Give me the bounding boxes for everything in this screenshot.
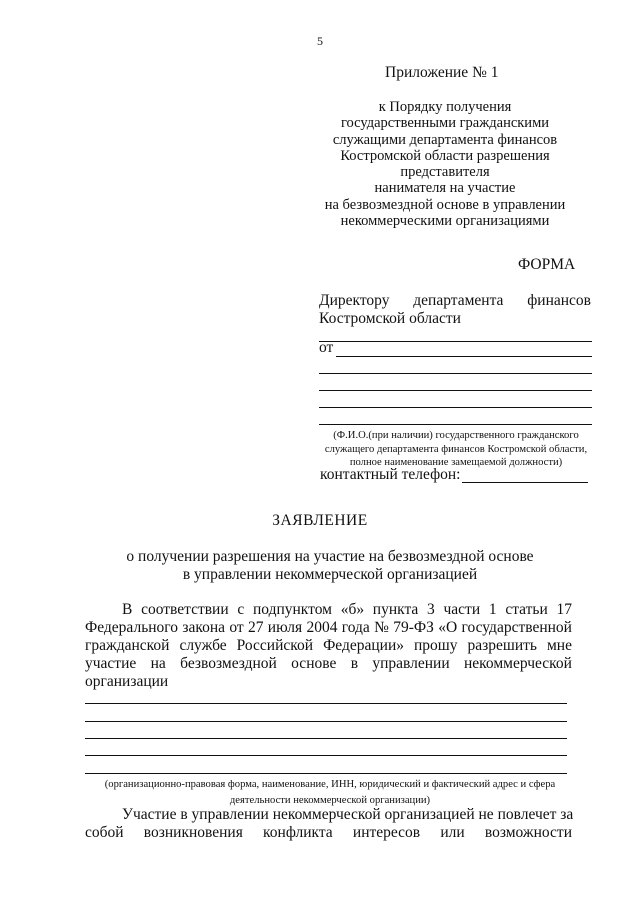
word: некоммерческой bbox=[464, 655, 572, 672]
word: 17 bbox=[556, 601, 572, 618]
word: участие bbox=[85, 655, 137, 672]
word: или bbox=[440, 824, 465, 841]
word: части bbox=[443, 601, 481, 618]
word: Федерального bbox=[85, 619, 179, 636]
word: основе bbox=[291, 655, 337, 672]
word: «О bbox=[438, 619, 458, 636]
word: июля bbox=[267, 619, 303, 636]
appendix-title: Приложение № 1 bbox=[385, 64, 499, 81]
addressee-word: финансов bbox=[527, 292, 591, 309]
subtitle-line: о получении разрешения на участие на безвозмездной основе bbox=[126, 548, 534, 565]
paragraph-line: организации bbox=[85, 673, 169, 690]
organization-field[interactable] bbox=[85, 721, 567, 722]
addressee-word: Директору bbox=[319, 292, 390, 309]
form-label: ФОРМА bbox=[518, 256, 576, 273]
word: закона bbox=[182, 619, 226, 636]
phone-field[interactable] bbox=[462, 482, 588, 483]
addressee-line bbox=[319, 292, 591, 310]
word: соответствии bbox=[141, 601, 229, 618]
word: пункта bbox=[372, 601, 419, 618]
organization-field[interactable] bbox=[85, 773, 567, 774]
word: возможности bbox=[484, 824, 572, 841]
applicant-name-field[interactable] bbox=[319, 341, 592, 342]
paragraph-line bbox=[85, 824, 572, 842]
word: прошу bbox=[414, 637, 458, 654]
word: 27 bbox=[247, 619, 264, 636]
word: в bbox=[350, 655, 359, 672]
word: подпунктом bbox=[252, 601, 332, 618]
applicant-name-field[interactable] bbox=[319, 424, 592, 425]
addressee-block bbox=[319, 292, 591, 328]
applicant-name-field[interactable] bbox=[319, 407, 592, 408]
word: В bbox=[122, 601, 133, 618]
order-line: государственными гражданскими bbox=[340, 115, 550, 132]
order-line: к Порядку получения bbox=[378, 99, 512, 115]
word: управлении bbox=[372, 655, 450, 672]
word: «б» bbox=[340, 601, 365, 618]
paragraph-conflict bbox=[85, 806, 572, 842]
word: 1 bbox=[488, 601, 497, 618]
word: от bbox=[229, 619, 244, 636]
paragraph-line: Участие в управлении некоммерческой организацией не повлечет за bbox=[122, 806, 574, 823]
organization-field[interactable] bbox=[85, 755, 567, 756]
word: с bbox=[237, 601, 245, 618]
paragraph-line bbox=[122, 601, 572, 619]
subtitle-line: в управлении некоммерческой организацией bbox=[182, 566, 478, 583]
addressee-word: департамента bbox=[413, 292, 504, 309]
word: конфликта bbox=[263, 824, 333, 841]
order-line: служащими департамента финансов bbox=[332, 131, 558, 148]
word: Федерации» bbox=[323, 637, 405, 654]
order-reference bbox=[300, 99, 590, 229]
word: мне bbox=[546, 637, 572, 654]
word: 3 bbox=[427, 601, 435, 618]
organization-field[interactable] bbox=[85, 738, 567, 739]
applicant-name-field[interactable] bbox=[319, 373, 592, 374]
order-line: Костромской области разрешения bbox=[340, 147, 550, 164]
order-line: некоммерческими организациями bbox=[340, 213, 550, 230]
word: разрешить bbox=[467, 637, 537, 654]
fio-caption: (Ф.И.О.(при наличии) государственного гражданского служащего департамента финансов Костромской области, полное наименование замещаемой должности) bbox=[324, 430, 588, 468]
paragraph-request bbox=[85, 601, 572, 691]
order-line: на безвозмездной основе в управлении bbox=[324, 196, 566, 213]
word: 79-ФЗ bbox=[393, 619, 434, 636]
organization-caption: (организационно-правовая форма, наименование, ИНН, юридический и фактический адрес и сфера деятельности некоммерческой организации) bbox=[104, 779, 556, 806]
page-number: 5 bbox=[317, 34, 323, 48]
word: службе bbox=[179, 637, 227, 654]
word: статьи bbox=[505, 601, 548, 618]
paragraph-line bbox=[85, 619, 572, 637]
word: гражданской bbox=[85, 637, 170, 654]
word: на bbox=[150, 655, 166, 672]
organization-field[interactable] bbox=[85, 703, 567, 704]
word: собой bbox=[85, 824, 124, 841]
word: возникновения bbox=[143, 824, 243, 841]
phone-label: контактный телефон: bbox=[320, 466, 461, 483]
word: 2004 bbox=[306, 619, 338, 636]
word: интересов bbox=[352, 824, 421, 841]
paragraph-line bbox=[85, 655, 572, 673]
applicant-name-field[interactable] bbox=[336, 356, 592, 357]
from-label: от bbox=[319, 339, 334, 356]
order-line: представителя bbox=[400, 164, 490, 181]
word: Российской bbox=[236, 637, 314, 654]
statement-subtitle bbox=[70, 548, 590, 584]
word: государственной bbox=[461, 619, 572, 636]
applicant-name-field[interactable] bbox=[319, 390, 592, 391]
word: безвозмездной bbox=[180, 655, 277, 672]
word: года bbox=[341, 619, 370, 636]
addressee-line: Костромской области bbox=[319, 310, 461, 327]
statement-title: ЗАЯВЛЕНИЕ bbox=[272, 512, 368, 529]
order-line: нанимателя на участие bbox=[374, 180, 516, 197]
paragraph-line bbox=[85, 637, 572, 655]
word: № bbox=[374, 619, 389, 636]
